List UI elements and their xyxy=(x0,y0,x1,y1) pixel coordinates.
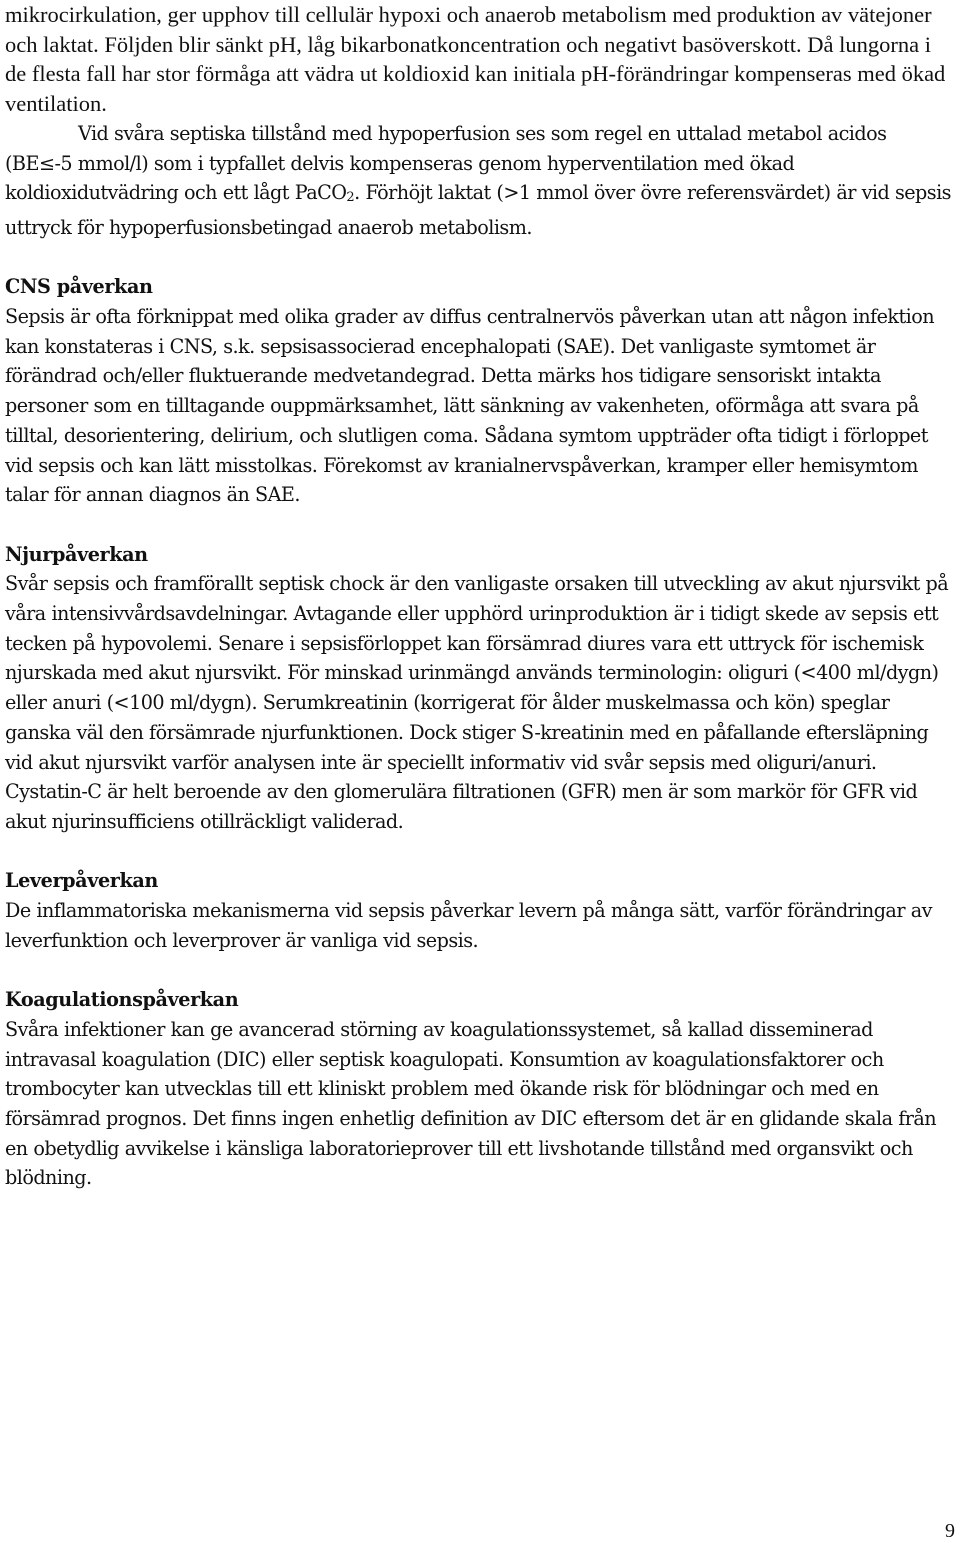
metabolic-acidosis-paragraph xyxy=(5,119,955,243)
document-page xyxy=(5,0,955,1193)
section-coagulation xyxy=(5,985,955,1193)
paragraph-text: Vid svåra septiska tillstånd med hypoperfusion ses som regel en uttalad metabol acidos (BE≤-5 mmol/l) som i typfallet delvis kompenseras genom hyperventilation med ökad koldioxidutvädring och ett lågt PaCO xyxy=(5,121,887,205)
section-text: De inflammatoriska mekanismerna vid sepsis påverkar levern på många sätt, varför förändringar av leverfunktion och leverprover är vanliga vid sepsis. xyxy=(5,899,932,952)
subscript: 2 xyxy=(346,190,355,206)
section-heading: Leverpåverkan xyxy=(5,869,158,893)
section-text: Svår sepsis och framförallt septisk chock är den vanligaste orsaken till utveckling av akut njursvikt på våra intensivvårdsavdelningar. Avtagande eller upphörd urinproduktion är i tidigt skede av sepsis ett tecken på hypovolemi. Senare i sepsisförloppet kan försämrad diures vara ett uttryck för ischemisk njurskada med akut njursvikt. För minskad urinmängd används terminologin: oliguri (<400 ml/dygn) eller anuri (<100 ml/dygn). Serumkreatinin (korrigerat för ålder muskelmassa och kön) speglar ganska väl den försämrade njurfunktionen. Dock stiger S-kreatinin med en påfallande eftersläpning vid akut njursvikt varför analysen inte är speciellt informativ vid svår sepsis med oliguri/anuri. Cystatin-C är helt beroende av den glomerulära filtrationen (GFR) men är som markör för GFR vid akut njurinsufficiens otillräckligt validerad. xyxy=(5,572,949,833)
section-heading: CNS påverkan xyxy=(5,275,153,299)
section-heading: Njurpåverkan xyxy=(5,542,148,566)
section-kidney xyxy=(5,540,955,837)
section-text: Sepsis är ofta förknippat med olika grader av diffus centralnervös påverkan utan att någon infektion kan konstateras i CNS, s.k. sepsisassocierad encephalopati (SAE). Det vanligaste symtomet är förändrad och/eller fluktuerande medvetandegrad. Detta märks hos tidigare sensoriskt intakta personer som en tilltagande ouppmärksamhet, lätt sänkning av vakenheten, oförmåga att svara på tilltal, desorientering, delirium, och slutligen coma. Sådana symtom uppträder ofta tidigt i förloppet vid sepsis och kan lätt misstolkas. Förekomst av kranialnervspåverkan, kramper eller hemisymtom talar för annan diagnos än SAE. xyxy=(5,305,935,507)
page-number: 9 xyxy=(945,1520,955,1542)
section-cns xyxy=(5,272,955,510)
section-liver xyxy=(5,866,955,955)
intro-paragraph: mikrocirkulation, ger upphov till cellulär hypoxi och anaerob metabolism med produktion av vätejoner och laktat. Följden blir sänkt pH, låg bikarbonatkoncentration och negativt basöverskott. Då lungorna i de flesta fall har stor förmåga att vädra ut koldioxid kan initiala pH-förändringar kompenseras med ökad ventilation. xyxy=(5,2,946,117)
paragraph-text: . Förhöjt laktat (>1 mmol över övre referensvärdet) är vid sepsis uttryck för hypoperfusionsbetingad anaerob metabolism. xyxy=(5,181,951,239)
section-text: Svåra infektioner kan ge avancerad störning av koagulationssystemet, så kallad disseminerad intravasal koagulation (DIC) eller septisk koagulopati. Konsumtion av koagulationsfaktorer och trombocyter kan utvecklas till ett kliniskt problem med ökande risk för blödningar och med en försämrad prognos. Det finns ingen enhetlig definition av DIC eftersom det är en glidande skala från en obetydlig avvikelse i känsliga laboratorieprover till ett livshotande tillstånd med organsvikt och blödning. xyxy=(5,1017,937,1190)
section-heading: Koagulationspåverkan xyxy=(5,988,239,1012)
